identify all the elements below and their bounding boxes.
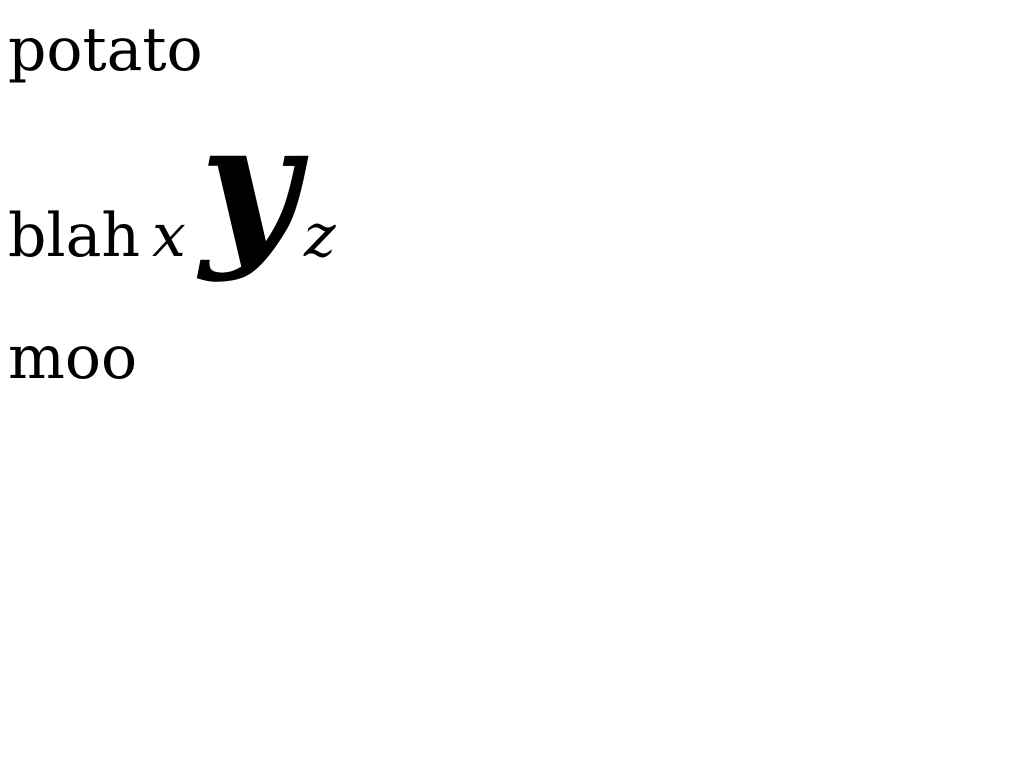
text-blah: blah [8, 201, 141, 271]
math-variable-z: z [304, 201, 336, 271]
text-line-moo: moo [8, 323, 138, 393]
text-line-potato: potato [8, 15, 203, 85]
math-variable-y-large: y [200, 85, 299, 285]
math-variable-x: x [152, 201, 186, 271]
